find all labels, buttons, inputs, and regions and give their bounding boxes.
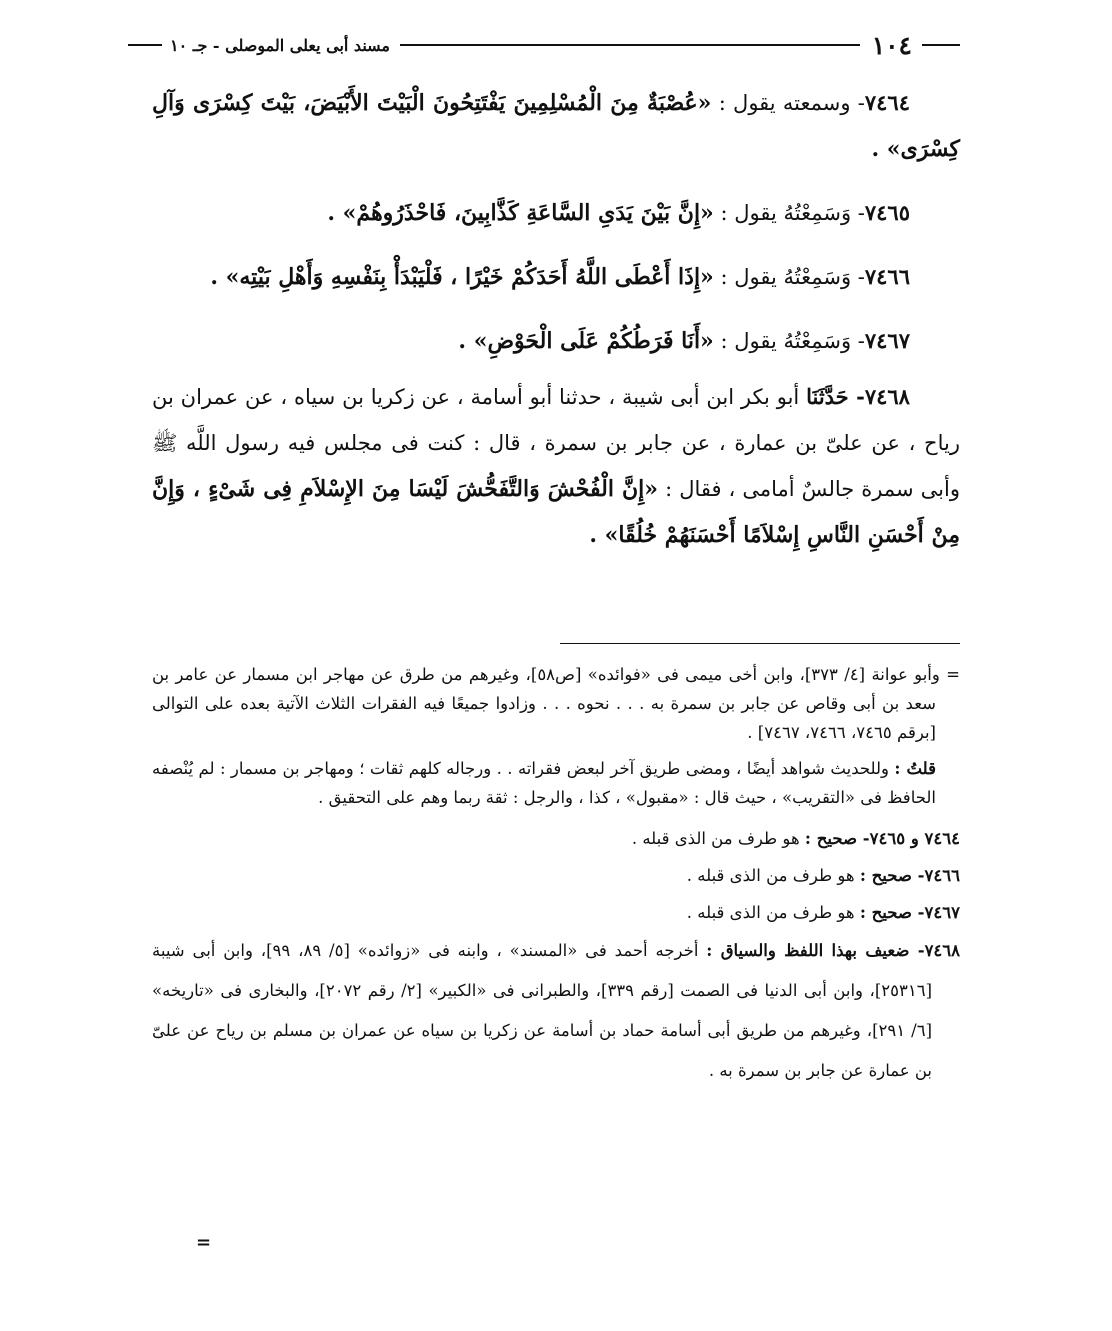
footnote-note: [152, 754, 960, 812]
verdict-ref: ٧٤٦٦: [924, 866, 960, 885]
verdict-text: هو طرف من الذى قبله .: [686, 866, 855, 885]
verdict-text: أخرجه أحمد فى «المسند» ، وابنه فى «زوائده» [٥/ ٨٩، ٩٩]، وابن أبى شيبة [٢٥٣١٦]، وابن أبى الدنيا فى الصمت [رقم ٣٣٩]، والطبرانى فى «الكبير» [٢/ رقم ٢٠٧٢]، والبخارى فى «تاريخه» [٦/ ٢٩١]، وغيرهم من طريق أبى أسامة حماد بن أسامة عن زكريا بن سياه عن عمران بن مسلم بن رياح عن علىّ بن عمارة عن جابر بن سمرة به .: [152, 941, 933, 1080]
hadith-number: ٧٤٦٨: [864, 384, 910, 409]
verdict-label: - صحيح :: [859, 866, 925, 885]
hadith-number: ٧٤٦٥: [864, 200, 910, 225]
hadith-intro: - وَسَمِعْتُهُ يقول :: [720, 265, 865, 289]
hadith-intro: - وَسَمِعْتُهُ يقول :: [720, 201, 865, 225]
main-text: [152, 80, 960, 576]
footnote-separator: [560, 643, 960, 644]
verdict-ref: ٧٤٦٤ و ٧٤٦٥: [869, 829, 960, 848]
footnote-continuation: = وأبو عوانة [٤/ ٣٧٣]، وابن أخى ميمى فى «فوائده» [ص٥٨]، وغيرهم من طرق عن مهاجر ابن مسمار عن عامر بن سعد بن أبى وقاص عن جابر بن سمرة به . . . نحوه . . . وزادوا جميعًا فيه الفقرات الثلاث الآتية بعده على التوالى [برقم ٧٤٦٥، ٧٤٦٦، ٧٤٦٧] .: [152, 665, 961, 742]
hadith-text: «عُصْبَةٌ مِنَ الْمُسْلِمِينَ يَفْتَتِحُونَ الْبَيْتَ الأَبْيَضَ، بَيْتَ كِسْرَى وَآلِ كِسْرَى» .: [152, 90, 960, 162]
hadith-intro: - وَسَمِعْتُهُ يقول :: [720, 329, 865, 353]
continuation-mark: =: [196, 1232, 212, 1253]
footnote-verdict-7464-7465: [152, 820, 960, 857]
verdict-text: هو طرف من الذى قبله .: [631, 829, 800, 848]
footnotes: [152, 660, 960, 1091]
hadith-intro: - حَدَّثَنَا: [806, 384, 865, 409]
hadith-number: ٧٤٦٦: [864, 264, 910, 289]
hadith-number: ٧٤٦٤: [864, 90, 910, 115]
hadith-text: «إِذَا أَعْطَى اللَّهُ أَحَدَكُمْ خَيْرًا ، فَلْيَبْدَأْ بِنَفْسِهِ وَأَهْلِ بَيْتِه» .: [210, 264, 714, 290]
note-label: قلتُ :: [894, 759, 936, 778]
hadith-7466: [152, 254, 960, 300]
running-header: [128, 28, 960, 62]
book-title: مسند أبى يعلى الموصلى - جـ ١٠: [170, 35, 390, 55]
footnote-verdict-7466: [152, 857, 960, 894]
hadith-7464: [152, 80, 960, 172]
verdict-ref: ٧٤٦٨: [924, 941, 961, 960]
header-rule: [128, 44, 162, 46]
verdict-ref: ٧٤٦٧: [924, 903, 960, 922]
page-number: ١٠٤: [871, 30, 912, 60]
verdict-label: - ضعيف بهذا اللفظ والسياق :: [706, 941, 925, 960]
hadith-7468: [152, 374, 960, 558]
note-text: وللحديث شواهد أيضًا ، ومضى طريق آخر لبعض فقراته . . ورجاله كلهم ثقات ؛ ومهاجر بن مسمار : لم يُنْصفه الحافظ فى «التقريب» ، حيث قال : «مقبول» ، كذا ، والرجل : ثقة ربما وهم على التحقيق .: [152, 759, 936, 807]
hadith-7465: [152, 190, 960, 236]
hadith-isnad: أبو بكر ابن أبى شيبة ، حدثنا أبو أسامة ، عن زكريا بن سياه ، عن عمران بن رياح ، عن علىّ بن عمارة ، عن جابر بن سمرة ، قال : كنت فى مجلس فيه رسول اللَّه ﷺ وأبى سمرة جالسٌ أمامى ، فقال :: [152, 385, 960, 501]
hadith-intro: - وسمعته يقول :: [718, 91, 865, 115]
footnote-verdict-7467: [152, 894, 960, 931]
hadith-7467: [152, 318, 960, 364]
hadith-text: «إِنَّ بَيْنَ يَدَىِ السَّاعَةِ كَذَّابِينَ، فَاحْذَرُوهُمْ» .: [327, 200, 714, 226]
footnote-verdict-7468: [152, 931, 960, 1091]
verdict-label: - صحيح :: [804, 829, 870, 848]
hadith-text: «أَنَا فَرَطُكُمْ عَلَى الْحَوْضِ» .: [458, 328, 714, 354]
verdict-label: - صحيح :: [859, 903, 925, 922]
header-rule: [922, 44, 960, 46]
hadith-number: ٧٤٦٧: [864, 328, 910, 353]
hadith-text: «إِنَّ الْفُحْشَ وَالتَّفَحُّشَ لَيْسَا مِنَ الإِسْلاَمِ فِى شَىْءٍ ، وَإِنَّ مِنْ أَحْسَنِ النَّاسِ إِسْلاَمًا أَحْسَنَهُمْ خُلُقًا» .: [152, 476, 960, 548]
verdict-text: هو طرف من الذى قبله .: [686, 903, 855, 922]
header-rule: [400, 44, 860, 46]
